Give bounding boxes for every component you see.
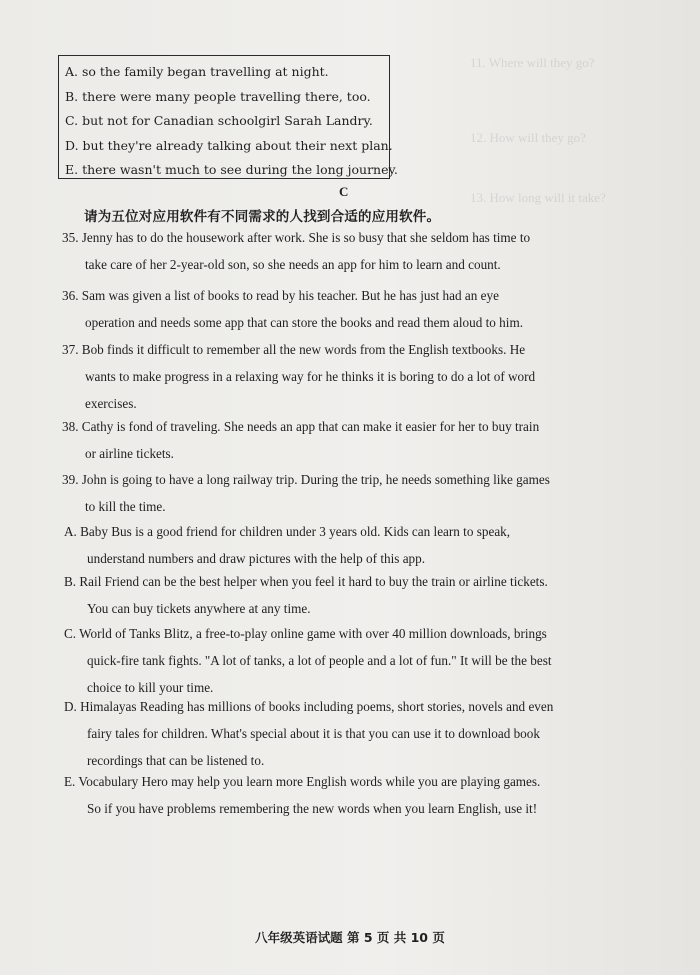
choice-e — [64, 768, 540, 822]
section-instruction: 请为五位对应用软件有不同需求的人找到合适的应用软件。 — [84, 209, 441, 225]
choice-c-line-1: C. World of Tanks Blitz, a free-to-play online game with over 40 million downloads, brings — [64, 626, 547, 641]
question-36 — [62, 282, 523, 336]
choice-d-line-2: fairy tales for children. What's special about it is that you can use it to download book — [87, 726, 540, 741]
section-letter: C — [339, 184, 349, 199]
choice-a-line-2: understand numbers and draw pictures with the help of this app. — [87, 551, 426, 566]
options-box — [58, 55, 398, 179]
option-c: C. but not for Canadian schoolgirl Sarah Landry. — [65, 113, 373, 128]
question-39-line-1: 39. John is going to have a long railway trip. During the trip, he needs something like games — [62, 472, 550, 487]
choice-e-line-2: So if you have problems remembering the new words when you learn English, use it! — [87, 801, 538, 816]
choice-c — [64, 620, 552, 701]
choice-a — [64, 518, 510, 572]
choice-a-line-1: A. Baby Bus is a good friend for children under 3 years old. Kids can learn to speak, — [64, 524, 511, 539]
question-38 — [62, 413, 539, 467]
option-b: B. there were many people travelling there, too. — [65, 88, 371, 104]
question-37-line-2: wants to make progress in a relaxing way for he thinks it is boring to do a lot of word — [85, 369, 536, 384]
bleed-through: 13. How long will it take? — [470, 190, 606, 205]
choice-e-line-1: E. Vocabulary Hero may help you learn more English words while you are playing games. — [64, 774, 541, 789]
question-39-line-2: to kill the time. — [85, 499, 166, 514]
choice-d — [64, 693, 553, 774]
question-35-line-2: take care of her 2-year-old son, so she needs an app for him to learn and count. — [85, 257, 501, 272]
question-35-line-1: 35. Jenny has to do the housework after work. She is so busy that she seldom has time to — [62, 230, 531, 245]
question-38-line-1: 38. Cathy is fond of traveling. She needs an app that can make it easier for her to buy train — [62, 419, 540, 434]
question-38-line-2: or airline tickets. — [85, 446, 174, 461]
question-36-line-1: 36. Sam was given a list of books to read by his teacher. But he has just had an eye — [62, 288, 499, 303]
option-d: D. but they're already talking about their next plan. — [65, 137, 393, 153]
bleed-through: 11. Where will they go? — [470, 55, 595, 70]
choice-d-line-1: D. Himalayas Reading has millions of books including poems, short stories, novels and even — [64, 699, 554, 714]
choice-c-line-2: quick-fire tank fights. "A lot of tanks, a lot of people and a lot of fun." It will be the best — [87, 653, 552, 668]
question-35 — [62, 224, 530, 278]
question-37 — [62, 336, 535, 417]
choice-b-line-2: You can buy tickets anywhere at any time. — [87, 601, 311, 616]
choice-d-line-3: recordings that can be listened to. — [87, 753, 265, 768]
option-e: E. there wasn't much to see during the long journey. — [65, 162, 398, 177]
question-37-line-3: exercises. — [85, 396, 137, 411]
option-a: A. so the family began travelling at night. — [65, 64, 329, 79]
question-36-line-2: operation and needs some app that can store the books and read them aloud to him. — [85, 315, 523, 330]
choice-b-line-1: B. Rail Friend can be the best helper when you feel it hard to buy the train or airline tickets. — [64, 574, 548, 589]
choice-b — [64, 568, 548, 622]
choice-c-line-3: choice to kill your time. — [87, 680, 214, 695]
page-footer: 八年级英语试题 第 5 页 共 10 页 — [255, 930, 445, 945]
question-39 — [62, 466, 550, 520]
question-37-line-1: 37. Bob finds it difficult to remember all the new words from the English textbooks. He — [62, 342, 526, 357]
bleed-through: 12. How will they go? — [470, 130, 586, 145]
